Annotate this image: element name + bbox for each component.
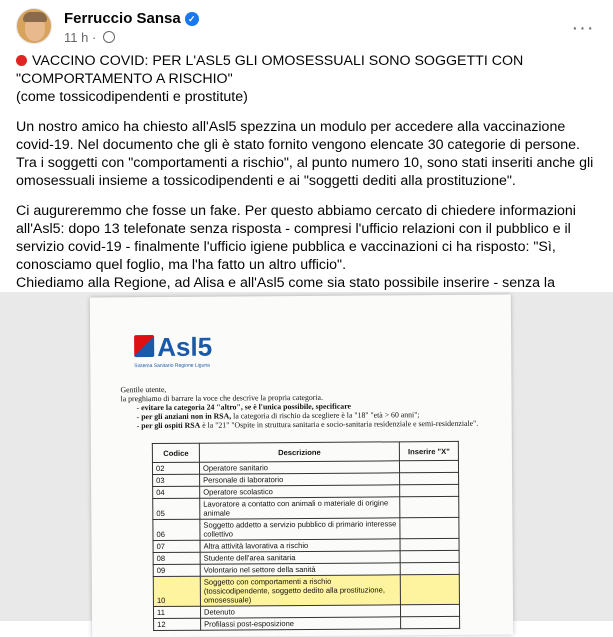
row-description: Personale di laboratorio — [200, 473, 400, 486]
doc-bullet-1: - evitare la categoria 24 "altro", se è l'unica possibile, specificare — [136, 401, 351, 413]
row-checkbox-cell — [400, 562, 459, 574]
document-photo — [90, 295, 513, 637]
author-name[interactable] — [64, 10, 199, 27]
row-code: 11 — [153, 606, 200, 618]
column-header-descrizione: Descrizione — [199, 442, 399, 462]
row-checkbox-cell — [400, 517, 459, 538]
doc-bullet-2b: la categoria di rischio da scegliere è la "18" "età > 60 anni"; — [233, 410, 420, 421]
post-time[interactable]: 11 h — [64, 30, 89, 45]
row-code: 10 — [153, 576, 200, 606]
verified-badge-icon: ✓ — [185, 12, 199, 26]
row-code: 09 — [153, 564, 200, 576]
headline-sub: (come tossicodipendenti e prostitute) — [16, 89, 248, 105]
row-checkbox-cell — [400, 574, 459, 604]
asl5-logo — [134, 331, 213, 370]
table-row — [154, 616, 460, 630]
author-name-text[interactable]: Ferruccio Sansa — [64, 10, 181, 27]
table-row — [153, 496, 459, 519]
row-checkbox-cell — [400, 472, 459, 484]
category-table — [152, 441, 460, 631]
row-description: Altra attività lavorativa a rischio — [200, 539, 400, 552]
row-code: 02 — [152, 462, 199, 474]
doc-bullet-3: - per gli ospiti RSA è la "21" "Ospite in struttura sanitaria e socio-sanitaria residenziale e semi-residenziale". — [136, 418, 479, 431]
row-code: 06 — [153, 519, 200, 540]
doc-bullet-2a: per gli anziani non in RSA, — [141, 411, 232, 422]
paragraph-2a: Ci augureremmo che fosse un fake. Per questo abbiamo cercato di chiedere informazioni all'Asl5: dopo 13 telefonate senza risposta - compresi l'ufficio relazioni con il pubblico e il servizio covid-19 - finalmente l'ufficio igiene pubblica e vaccinazioni ci ha risposto: "Sì, conosciamo quel foglio, ma l'ha fatto un altro ufficio". — [16, 203, 576, 273]
row-description: Volontario nel settore della sanità — [200, 563, 400, 576]
row-code: 12 — [154, 618, 201, 630]
doc-instruction: la preghiamo di barrare la voce che descrive la propria categoria. — [120, 392, 323, 404]
row-checkbox-cell — [400, 604, 459, 616]
headline — [16, 52, 601, 106]
row-description: Detenuto — [200, 605, 400, 618]
row-checkbox-cell — [400, 550, 459, 562]
doc-greeting: Gentile utente, — [120, 384, 167, 395]
more-options-button[interactable]: ··· — [571, 17, 595, 39]
post-photo[interactable] — [0, 292, 613, 630]
row-description: Operatore scolastico — [200, 485, 400, 498]
row-description: Studente dell'area sanitaria — [200, 551, 400, 564]
doc-bullet-3a: per gli ospiti RSA — [141, 420, 201, 431]
table-row-highlighted — [153, 574, 459, 606]
row-description: Profilassi post-esposizione — [201, 617, 401, 630]
post-meta: 11 h · — [64, 30, 115, 45]
asl5-logo-mark-icon — [134, 335, 154, 357]
doc-bullet-3b: è la "21" "Ospite in struttura sanitaria e socio-sanitaria residenziale e semi-residenziale". — [202, 418, 479, 430]
column-header-codice: Codice — [152, 443, 199, 462]
red-circle-icon — [16, 55, 27, 66]
post-text — [16, 52, 601, 328]
row-checkbox-cell — [400, 496, 459, 517]
column-header-inserire: Inserire "X" — [399, 441, 458, 460]
document-intro — [120, 383, 490, 431]
row-checkbox-cell — [401, 616, 460, 628]
row-description: Lavoratore a contatto con animali o materiale di origine animale — [200, 497, 400, 519]
paragraph-1: Un nostro amico ha chiesto all'Asl5 spezzina un modulo per accedere alla vaccinazione covid-19. Nel documento che gli è stato fornito vengono elencate 30 categorie di persone. Tra i soggetti con "comportamenti a rischio", al punto numero 10, sono stati inseriti anche gli omosessuali insieme a tossicodipendenti e ai "soggetti dediti alla prostituzione". — [16, 119, 594, 189]
row-description: Soggetto con comportamenti a rischio (tossicodipendente, soggetto dedito alla prostituzione, omosessuale) — [200, 575, 400, 606]
post-header — [16, 8, 601, 48]
table-row — [153, 517, 459, 540]
row-code: 05 — [153, 498, 200, 519]
paragraph-2b: Chiediamo alla Regione, ad Alisa e all'Asl5 come sia stato possibile inserire - senza la — [16, 275, 555, 291]
row-checkbox-cell — [400, 538, 459, 550]
row-description: Soggetto addetto a servizio pubblico di primario interesse collettivo — [200, 518, 400, 540]
row-code: 07 — [153, 540, 200, 552]
row-code: 03 — [153, 474, 200, 486]
row-checkbox-cell — [400, 484, 459, 496]
row-description: Operatore sanitario — [199, 461, 399, 474]
logo-subtitle: Sistema Sanitario Regione Liguria — [134, 362, 210, 370]
row-checkbox-cell — [399, 460, 458, 472]
globe-icon — [103, 31, 115, 43]
avatar[interactable] — [16, 8, 52, 44]
headline-text: VACCINO COVID: PER L'ASL5 GLI OMOSESSUALI SONO SOGGETTI CON "COMPORTAMENTO A RISCHIO" — [16, 53, 524, 87]
row-code: 04 — [153, 486, 200, 498]
logo-name: Asl5 — [157, 331, 213, 363]
doc-bullet-1-text: evitare la categoria 24 "altro", se è l'unica possibile, specificare — [141, 401, 351, 413]
row-code: 08 — [153, 552, 200, 564]
doc-bullet-2: - per gli anziani non in RSA, la categoria di rischio da scegliere è la "18" "età > 60 anni"; — [136, 410, 420, 422]
